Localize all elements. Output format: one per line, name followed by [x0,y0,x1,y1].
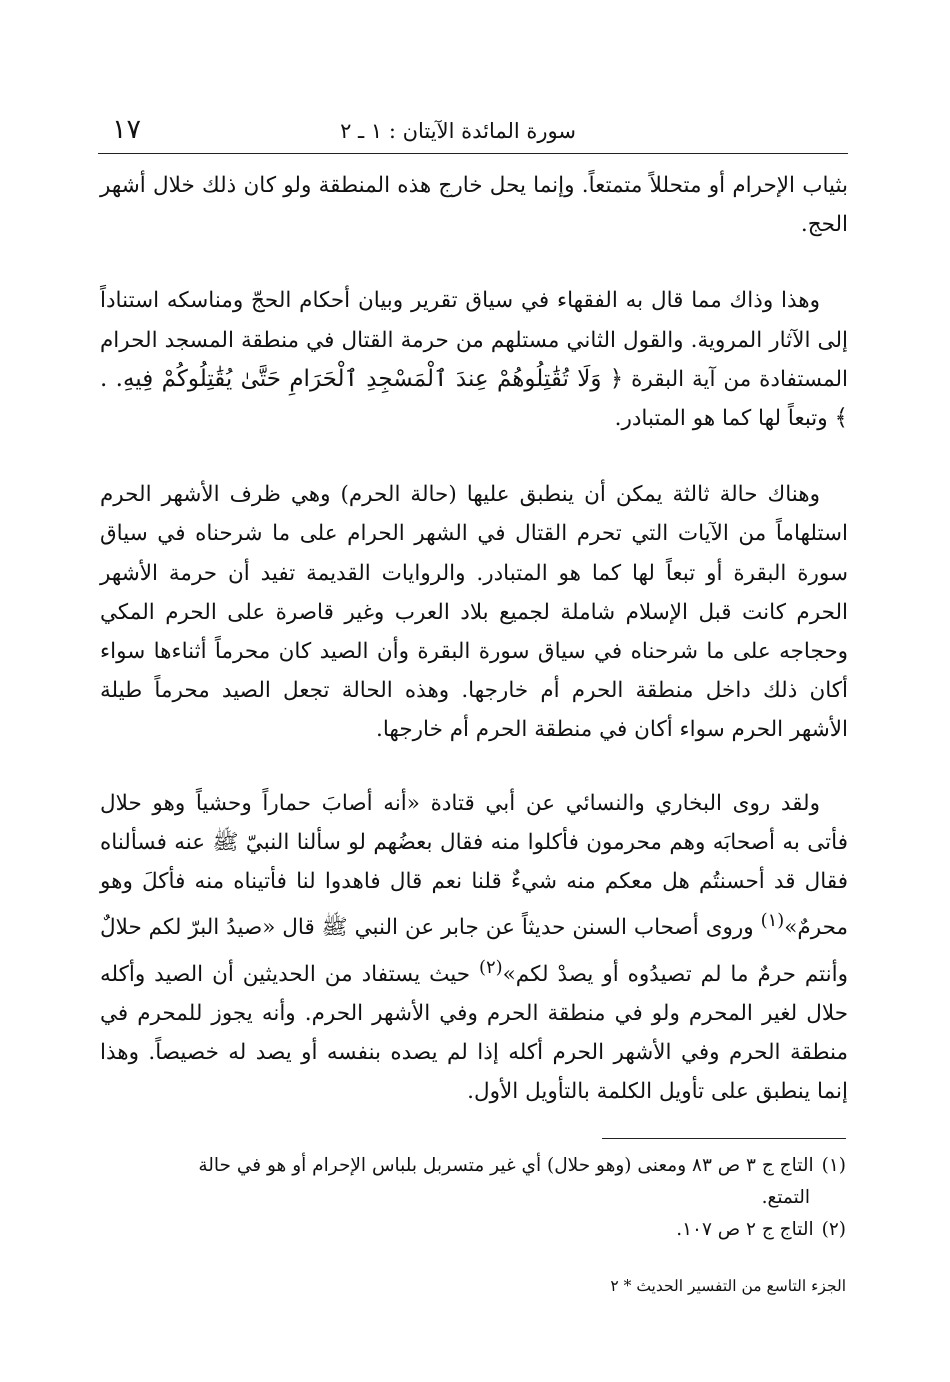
footnote-text: التاج ج ٢ ص ١٠٧. [676,1219,814,1240]
paragraph-4-text-b: وروى أصحاب السنن حديثاً عن جابر عن النبي ﷺ قال «صيدُ البرّ لكم حلالٌ وأنتم حرمٌ ما لم تصيدُوه أو يصدْ لكم» [100,915,848,987]
paragraph-4-text-a: ولقد روى البخاري والنسائي عن أبي قتادة «أنه أصابَ حماراً وحشياً وهو حلال فأتى به أصحابَه وهم محرمون فأكلوا منه فقال بعضُهم لو سألنا النبيّ ﷺ عنه فسألناه فقال قد أحسنتُم هل معكم منه شيءٌ قلنا نعم قال فاهدوا لنا فأتيناه منه فأكلَ وهو محرمٌ» [100,790,848,941]
paragraph-4 [100,784,848,1112]
paragraph-3: وهناك حالة ثالثة يمكن أن ينطبق عليها (حالة الحرم) وهي ظرف الأشهر الحرم استلهاماً من الآيات التي تحرم القتال في الشهر الحرام على ما شرحناه في سياق سورة البقرة أو تبعاً لها كما هو المتبادر. والروايات القديمة تفيد أن حرمة الأشهر الحرم كانت قبل الإسلام شاملة لجميع بلاد العرب وغير قاصرة على الحرم المكي وحجاجه على ما شرحناه في سياق سورة البقرة وأن الصيد كان محرماً أثناءها سواء أكان ذلك داخل منطقة الحرم أم خارجها. وهذه الحالة تجعل الصيد محرماً طيلة الأشهر الحرم سواء أكان في منطقة الحرم أم خارجها. [100,482,848,743]
paragraph-gap [100,750,848,784]
quran-verse: ﴿ وَلَا تُقَٰتِلُوهُمْ عِندَ ٱلْمَسْجِدِ ٱلْحَرَامِ حَتَّىٰ يُقَٰتِلُوكُمْ فِيهِ. . ﴾ [100,365,848,432]
paragraph-1: بثياب الإحرام أو متحللاً متمتعاً. وإنما يحل خارج هذه المنطقة ولو كان ذلك خلال أشهر الحج. [100,173,848,238]
header-rule [98,153,848,154]
footnotes [104,1150,846,1246]
paragraph-2 [100,281,848,438]
running-header [104,116,846,154]
paragraph-2-tail: وتبعاً لها كما هو المتبادر. [614,406,828,432]
footnote-ref-1: (١) [760,910,785,932]
volume-signature: الجزء التاسع من التفسير الحديث * ٢ [610,1277,846,1295]
footnote-rule [602,1138,846,1139]
footnote-text: التاج ج ٣ ص ٨٣ ومعنى (وهو حلال) أي غير متسربل بلباس الإحرام أو هو في حالة [198,1155,814,1176]
footnote-number: (١) [821,1155,846,1176]
footnote-1-continuation: التمتع. [761,1187,810,1208]
body-text [100,166,848,1112]
footnote-ref-2: (٢) [479,956,503,978]
footnote-1 [104,1150,846,1182]
header-title: سورة المائدة الآيتان : ١ ـ ٢ [340,119,576,143]
paragraph-gap [100,244,848,281]
paragraph-4-text-c: حيث يستفاد من الحديثين أن الصيد وأكله حلال لغير المحرم ولو في منطقة الحرم وفي الأشهر الحرم. وأنه يجوز للمحرم في منطقة الحرم وفي الأشهر الحرم أكله إذا لم يصده بنفسه أو يصد له خصيصاً. وهذا إنما ينطبق على تأويل الكلمة بالتأويل الأول. [100,961,848,1105]
footnote-number: (٢) [821,1219,846,1240]
paragraph-2-text: وهذا وذاك مما قال به الفقهاء في سياق تقرير وبيان أحكام الحجّ ومناسكه استناداً إلى الآثار المروية. والقول الثاني مستلهم من حرمة القتال في منطقة المسجد الحرام المستفادة من آية البقرة [100,288,848,392]
footnote-2 [104,1214,846,1246]
paragraph-gap [100,438,848,475]
page-number: ١٧ [112,114,142,145]
